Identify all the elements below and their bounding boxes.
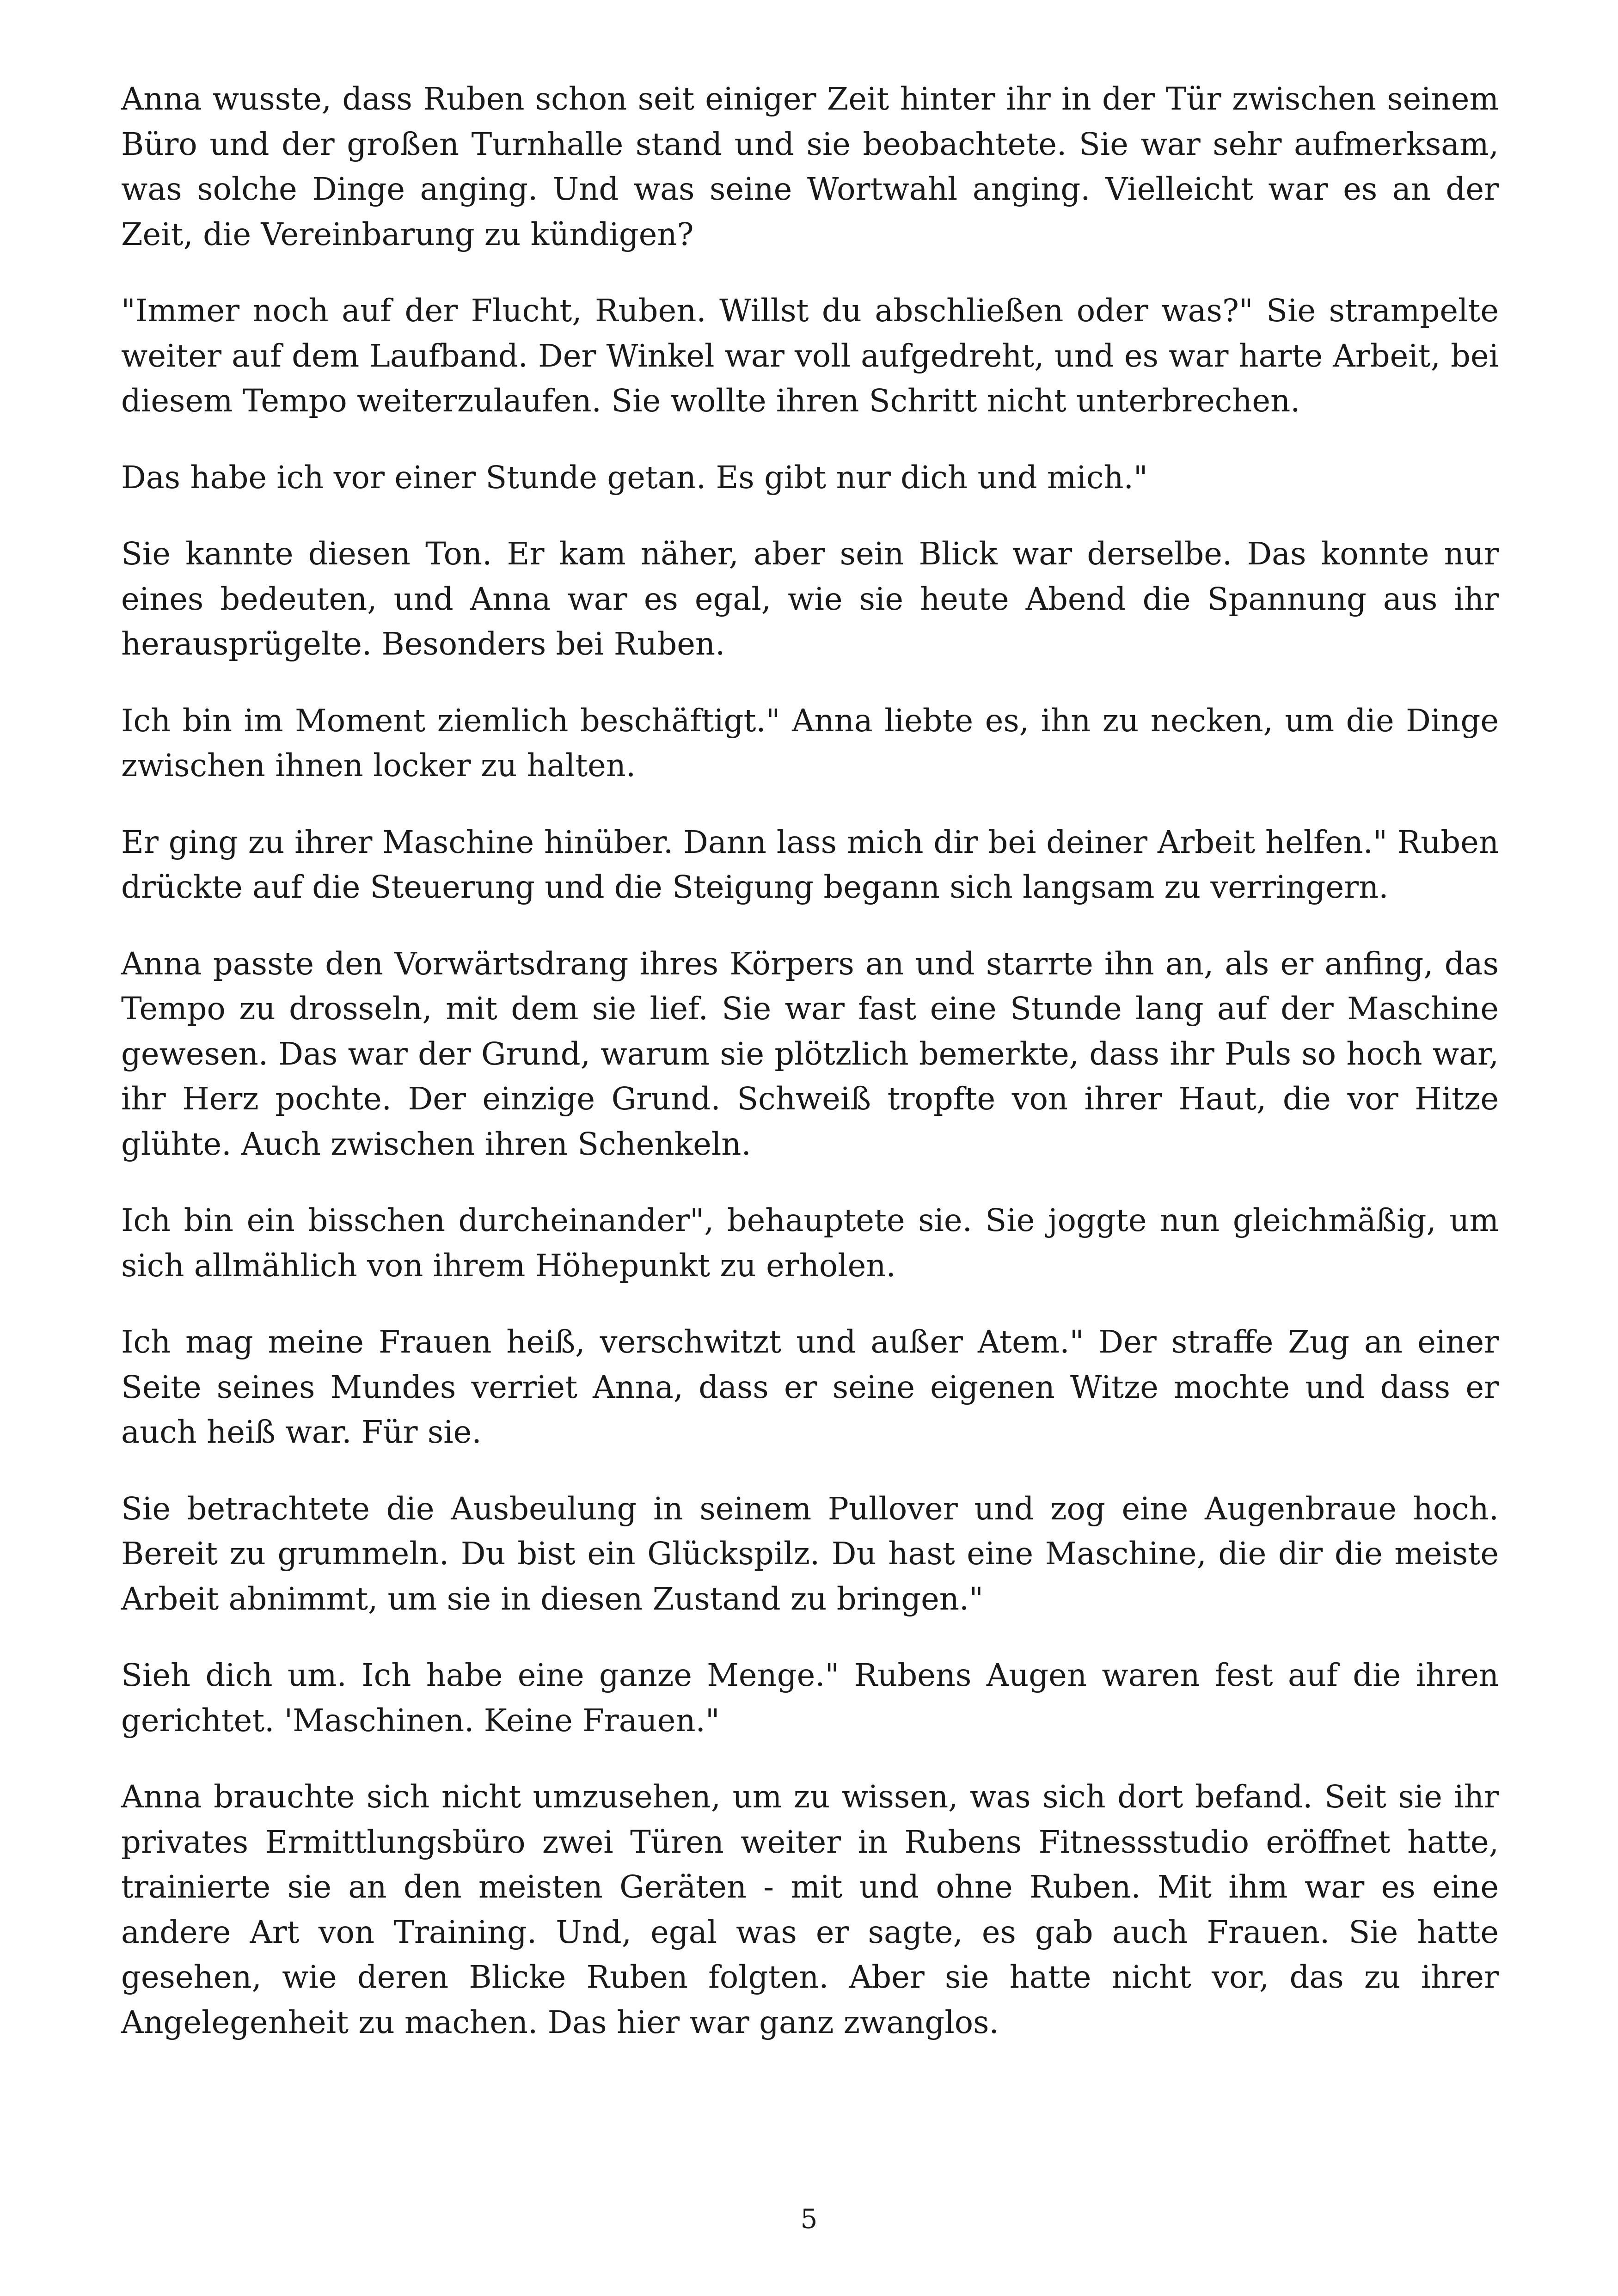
paragraph: Anna brauchte sich nicht umzusehen, um zu wissen, was sich dort befand. Seit sie ihr privates Ermittlungsbüro zwei Türen weiter in Rubens Fitnessstudio eröffnet hatte, trainierte sie an den meisten Geräten - mit und ohne Ruben. Mit ihm war es eine andere Art von Training. Und, egal was er sagte, es gab auch Frauen. Sie hatte gesehen, wie deren Blicke Ruben folgten. Aber sie hatte nicht vor, das zu ihrer Angelegenheit zu machen. Das hier war ganz zwanglos.: [121, 1779, 1499, 2040]
page-number: 5: [800, 2203, 818, 2235]
paragraph: Sie betrachtete die Ausbeulung in seinem Pullover und zog eine Augenbraue hoch. Bereit zu grummeln. Du bist ein Glückspilz. Du hast eine Maschine, die dir die meiste Arbeit abnimmt, um sie in diesen Zustand zu bringen.": [121, 1490, 1499, 1617]
paragraph: Anna wusste, dass Ruben schon seit einiger Zeit hinter ihr in der Tür zwischen seinem Büro und der großen Turnhalle stand und sie beobachtete. Sie war sehr aufmerksam, was solche Dinge anging. Und was seine Wortwahl anging. Vielleicht war es an der Zeit, die Vereinbarung zu kündigen?: [121, 81, 1499, 252]
paragraph: Ich bin im Moment ziemlich beschäftigt." Anna liebte es, ihn zu necken, um die Dinge zwischen ihnen locker zu halten.: [121, 702, 1499, 784]
paragraph: Das habe ich vor einer Stunde getan. Es gibt nur dich und mich.": [121, 459, 1148, 496]
paragraph: Ich mag meine Frauen heiß, verschwitzt und außer Atem." Der straffe Zug an einer Seite seines Mundes verriet Anna, dass er seine eigenen Witze mochte und dass er auch heiß war. Für sie.: [121, 1324, 1499, 1450]
paragraph: Ich bin ein bisschen durcheinander", behauptete sie. Sie joggte nun gleichmäßig, um sich allmählich von ihrem Höhepunkt zu erholen.: [121, 1202, 1499, 1284]
paragraph: Er ging zu ihrer Maschine hinüber. Dann lass mich dir bei deiner Arbeit helfen." Ruben drückte auf die Steuerung und die Steigung begann sich langsam zu verringern.: [121, 824, 1499, 905]
paragraph: "Immer noch auf der Flucht, Ruben. Willst du abschließen oder was?" Sie strampelte weiter auf dem Laufband. Der Winkel war voll aufgedreht, und es war harte Arbeit, bei diesem Tempo weiterzulaufen. Sie wollte ihren Schritt nicht unterbrechen.: [121, 293, 1499, 419]
paragraph: Sie kannte diesen Ton. Er kam näher, aber sein Blick war derselbe. Das konnte nur eines bedeuten, und Anna war es egal, wie sie heute Abend die Spannung aus ihr herausprügelte. Besonders bei Ruben.: [121, 536, 1499, 662]
page-body: [121, 77, 1499, 2076]
paragraph: Anna passte den Vorwärtsdrang ihres Körpers an und starrte ihn an, als er anfing, das Tempo zu drosseln, mit dem sie lief. Sie war fast eine Stunde lang auf der Maschine gewesen. Das war der Grund, warum sie plötzlich bemerkte, dass ihr Puls so hoch war, ihr Herz pochte. Der einzige Grund. Schweiß tropfte von ihrer Haut, die vor Hitze glühte. Auch zwischen ihren Schenkeln.: [121, 945, 1499, 1162]
paragraph: Sieh dich um. Ich habe eine ganze Menge." Rubens Augen waren fest auf die ihren gerichtet. 'Maschinen. Keine Frauen.": [121, 1657, 1499, 1739]
